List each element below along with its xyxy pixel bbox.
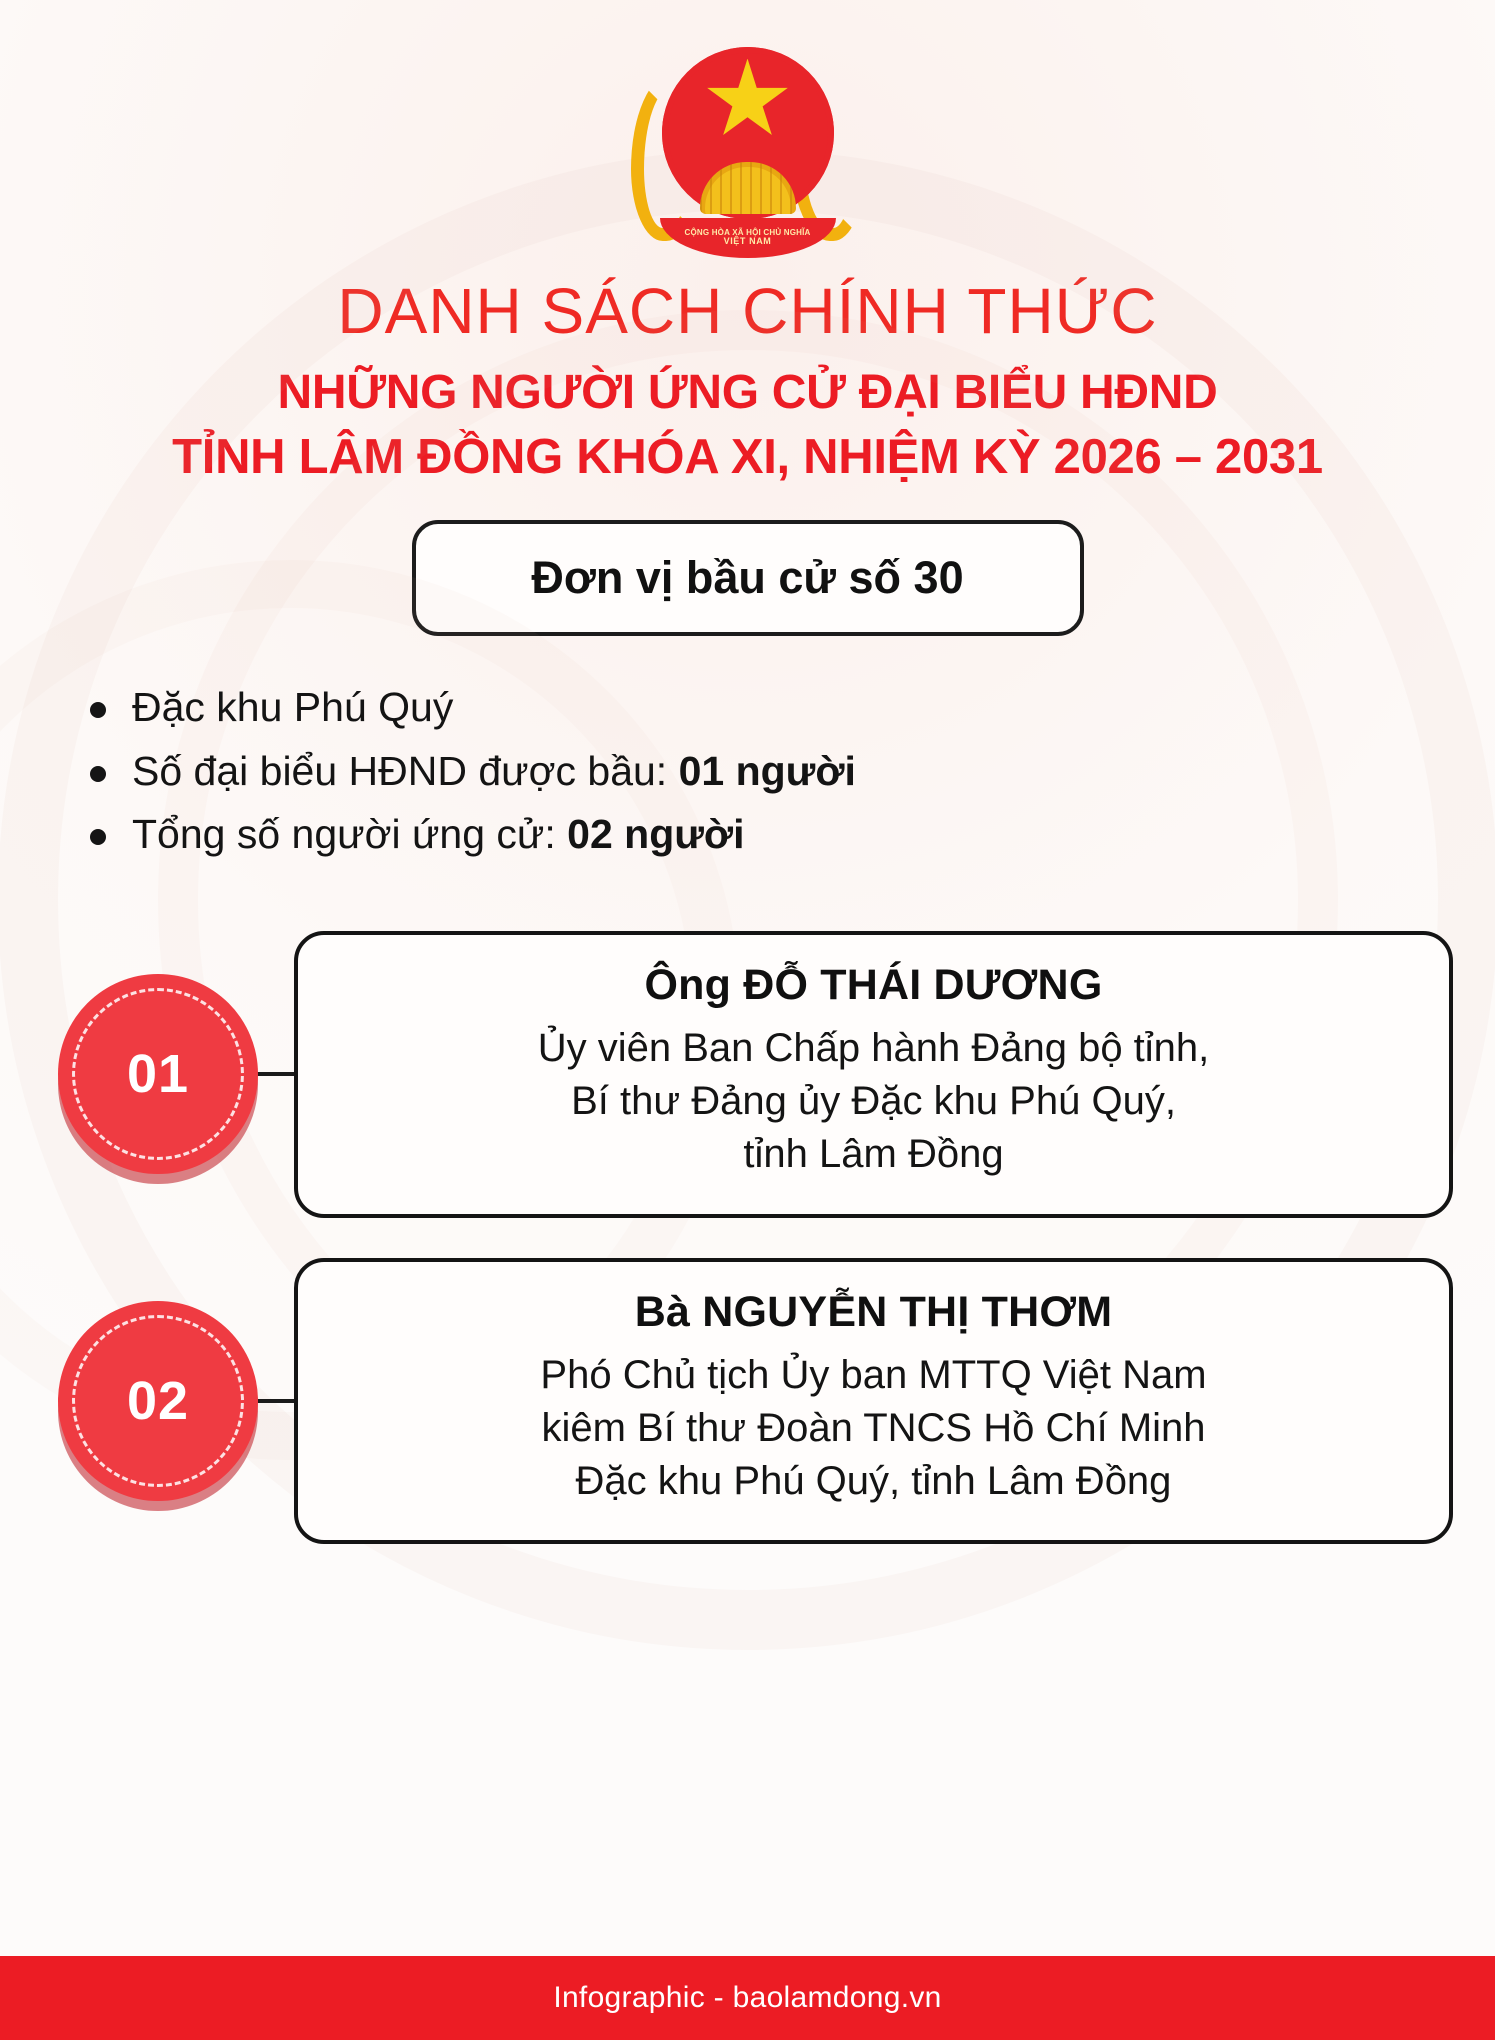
electoral-unit-label: Đơn vị bầu cử số 30 xyxy=(531,552,964,604)
fact-text: Đặc khu Phú Quý xyxy=(132,684,454,731)
candidate-role-line: Ủy viên Ban Chấp hành Đảng bộ tỉnh, xyxy=(537,1026,1210,1071)
badge-connector-line xyxy=(252,1072,298,1076)
footer-credit: Infographic - baolamdong.vn xyxy=(553,1981,942,2014)
electoral-unit-box xyxy=(412,520,1084,636)
candidate-role xyxy=(332,1022,1415,1182)
ribbon-line-2: VIỆT NAM xyxy=(723,236,772,247)
page-subtitle-line-1: NHỮNG NGƯỜI ỨNG CỬ ĐẠI BIỂU HĐND xyxy=(277,366,1218,419)
candidate-number: 02 xyxy=(126,1370,190,1431)
candidate-role-line: kiêm Bí thư Đoàn TNCS Hồ Chí Minh xyxy=(541,1405,1206,1450)
candidate-card xyxy=(294,931,1453,1218)
list-item xyxy=(74,740,1495,804)
candidate-list xyxy=(0,931,1495,1544)
candidate-role-line: Bí thư Đảng ủy Đặc khu Phú Quý, xyxy=(571,1079,1176,1124)
facts-list xyxy=(74,676,1495,867)
candidate-number: 01 xyxy=(126,1044,190,1105)
candidate-name: Ông ĐỖ THÁI DƯƠNG xyxy=(644,961,1103,1010)
fact-text: Tổng số người ứng cử: xyxy=(132,811,568,858)
emblem-ribbon xyxy=(660,218,836,258)
candidate-row-1 xyxy=(0,931,1495,1218)
ribbon-line-1: CỘNG HÒA XÃ HỘI CHỦ NGHĨA xyxy=(684,228,811,238)
vietnam-national-emblem-icon xyxy=(623,18,873,268)
footer-bar xyxy=(0,1956,1495,2040)
page-subtitle-line-2: TỈNH LÂM ĐỒNG KHÓA XI, NHIỆM KỲ 2026 – 2031 xyxy=(172,429,1323,484)
fact-strong: 02 người xyxy=(567,811,745,858)
candidate-number-badge xyxy=(58,974,258,1174)
candidate-role-line: tỉnh Lâm Đồng xyxy=(743,1132,1004,1177)
candidate-name: Bà NGUYỄN THỊ THƠM xyxy=(634,1287,1113,1336)
badge-connector-line xyxy=(252,1399,298,1403)
emblem-container xyxy=(0,0,1495,268)
list-item xyxy=(74,803,1495,867)
candidate-number-badge xyxy=(58,1301,258,1501)
candidate-row-2 xyxy=(0,1258,1495,1545)
page-title: DANH SÁCH CHÍNH THỨC xyxy=(337,275,1158,347)
fact-strong: 01 người xyxy=(678,747,856,794)
candidate-role-line: Phó Chủ tịch Ủy ban MTTQ Việt Nam xyxy=(540,1352,1207,1397)
candidate-card xyxy=(294,1258,1453,1545)
candidate-role-line: Đặc khu Phú Quý, tỉnh Lâm Đồng xyxy=(575,1458,1172,1503)
fact-text: Số đại biểu HĐND được bầu: xyxy=(132,747,679,794)
candidate-role xyxy=(332,1349,1415,1509)
list-item xyxy=(74,676,1495,740)
